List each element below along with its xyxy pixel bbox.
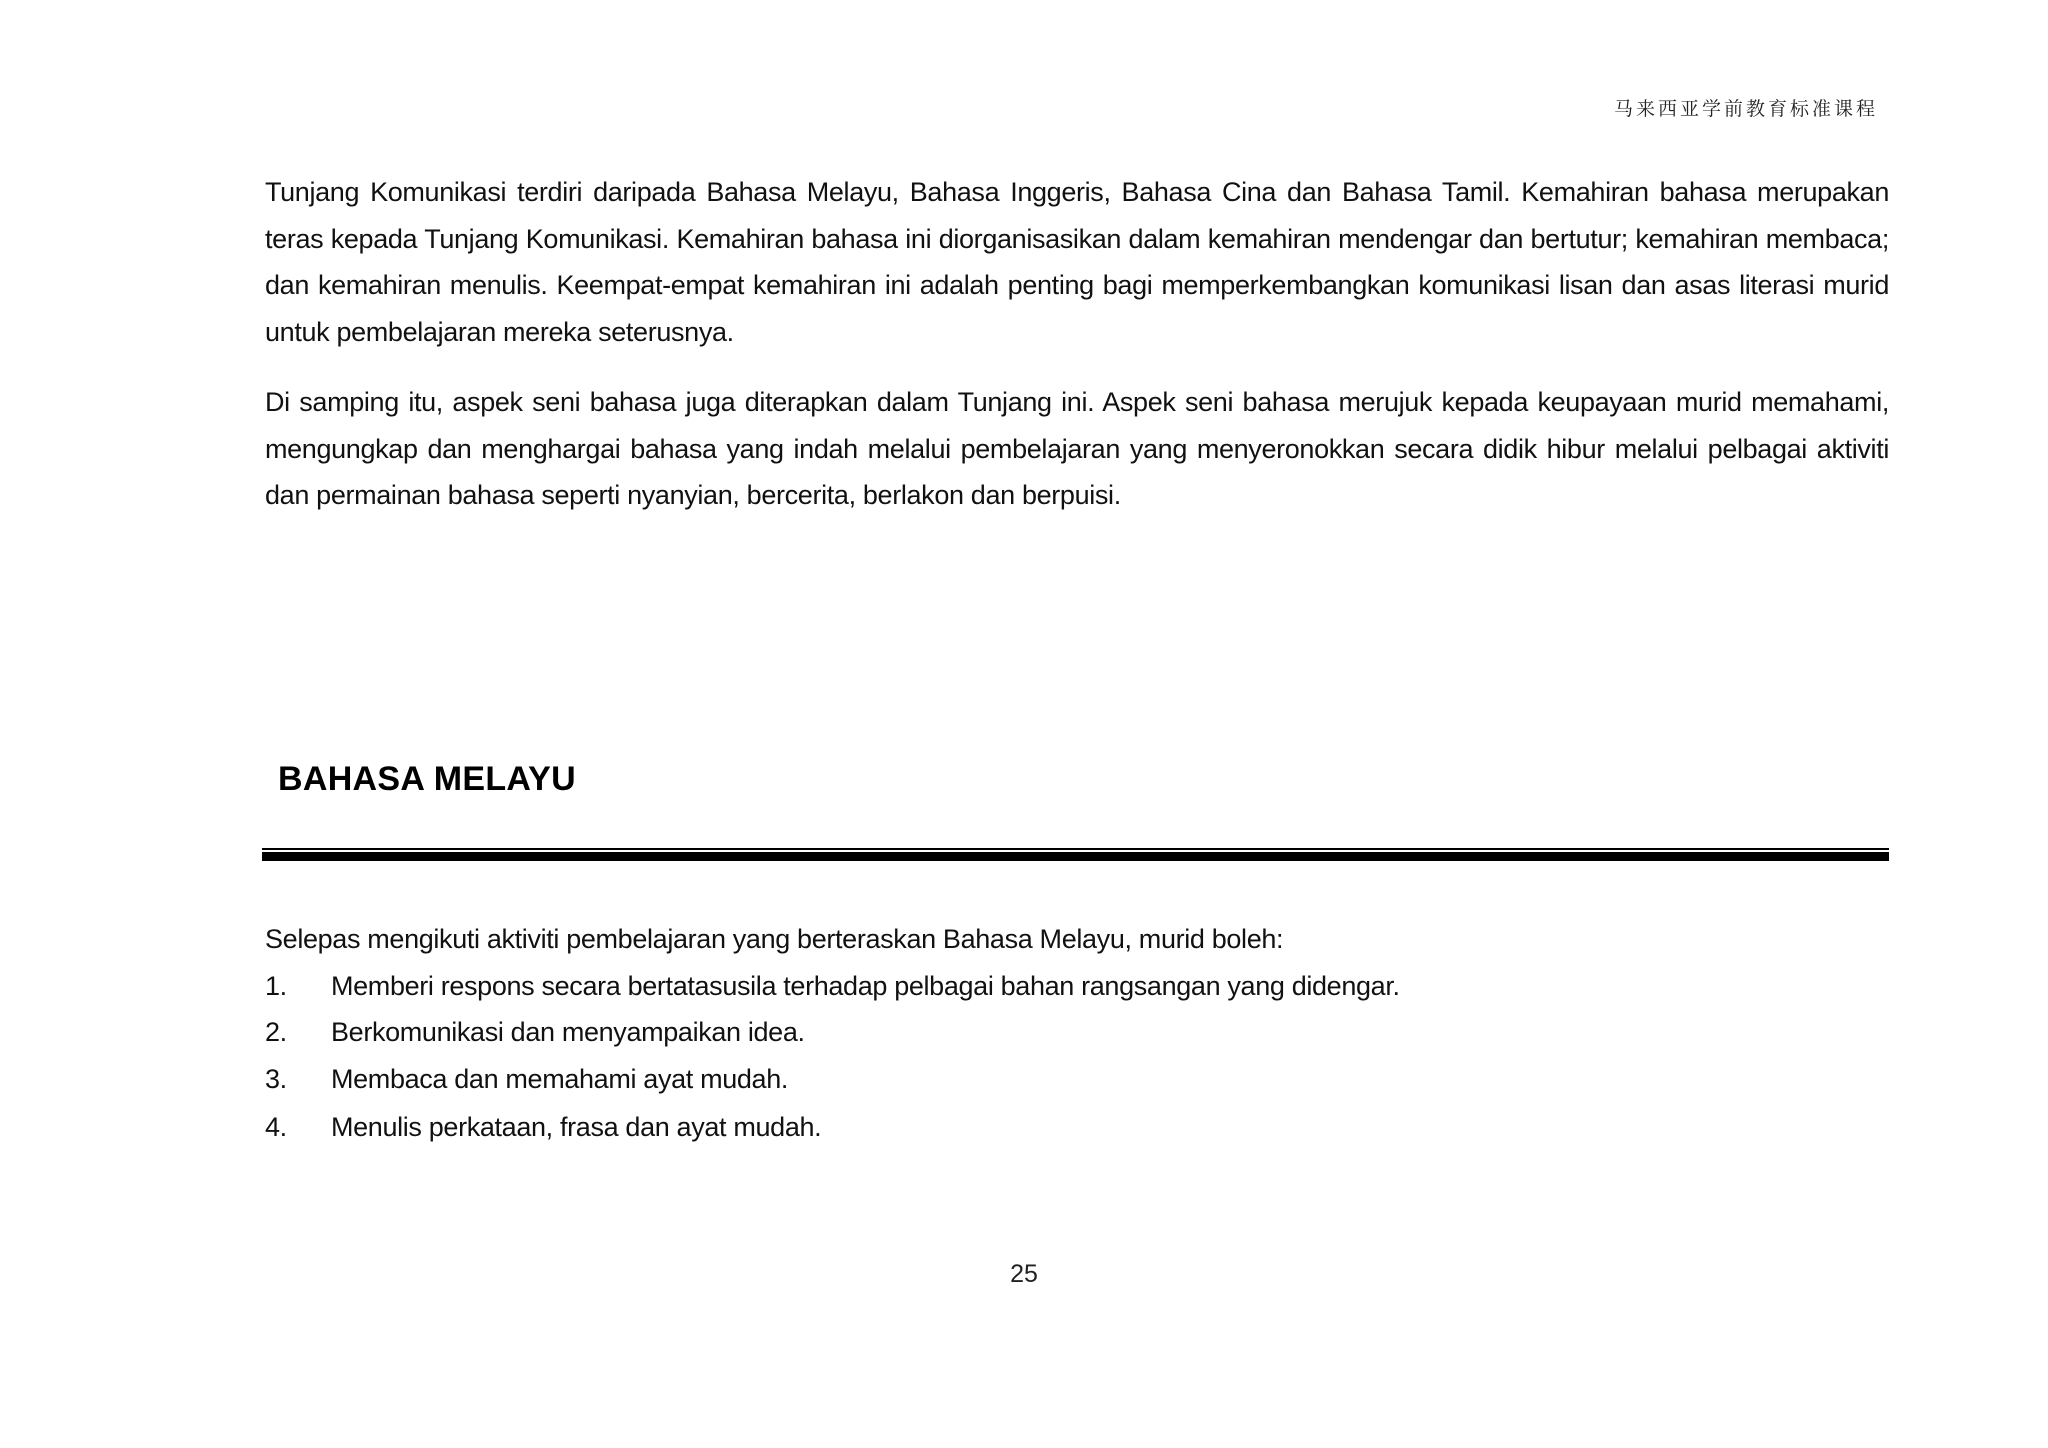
outcome-text: Berkomunikasi dan menyampaikan idea.: [331, 1017, 805, 1047]
section-title: BAHASA MELAYU: [278, 760, 576, 798]
outcome-item: [265, 963, 1889, 1010]
outcome-text: Menulis perkataan, frasa dan ayat mudah.: [331, 1112, 822, 1142]
intro-paragraph-1: Tunjang Komunikasi terdiri daripada Bahasa Melayu, Bahasa Inggeris, Bahasa Cina dan Bahasa Tamil. Kemahiran bahasa merupakan teras kepada Tunjang Komunikasi. Kemahiran bahasa ini diorganisasikan dalam kemahiran mendengar dan bertutur; kemahiran membaca; dan kemahiran menulis. Keempat-empat kemahiran ini adalah penting bagi memperkembangkan komunikasi lisan dan asas literasi murid untuk pembelajaran mereka seterusnya.: [265, 177, 1889, 347]
outcome-item: [265, 1009, 1889, 1056]
outcome-text: Membaca dan memahami ayat mudah.: [331, 1063, 789, 1094]
outcomes-lead: Selepas mengikuti aktiviti pembelajaran yang berteraskan Bahasa Melayu, murid boleh:: [265, 924, 1284, 954]
outcome-text: Memberi respons secara bertatasusila terhadap pelbagai bahan rangsangan yang didengar.: [331, 970, 1400, 1001]
intro-paragraph-2: Di samping itu, aspek seni bahasa juga diterapkan dalam Tunjang ini. Aspek seni bahasa merujuk kepada keupayaan murid memahami, mengungkap dan menghargai bahasa yang indah melalui pembelajaran yang menyeronokkan secara didik hibur melalui pelbagai aktiviti dan permainan bahasa seperti nyanyian, bercerita, berlakon dan berpuisi.: [265, 387, 1889, 510]
running-header: 马来西亚学前教育标准课程: [1613, 98, 1878, 120]
outcome-number: 1.: [265, 970, 287, 1001]
outcome-number: 4.: [265, 1112, 287, 1142]
intro-section: [265, 169, 1889, 519]
outcome-number: 3.: [265, 1063, 287, 1094]
learning-outcomes: [265, 916, 1889, 1151]
outcome-item: [265, 1056, 1889, 1103]
section-title-rule: [262, 848, 1889, 861]
outcome-item: [265, 1104, 1889, 1151]
outcome-number: 2.: [265, 1017, 287, 1047]
outcome-list: [265, 963, 1889, 1151]
page-number: 25: [1010, 1260, 1038, 1288]
